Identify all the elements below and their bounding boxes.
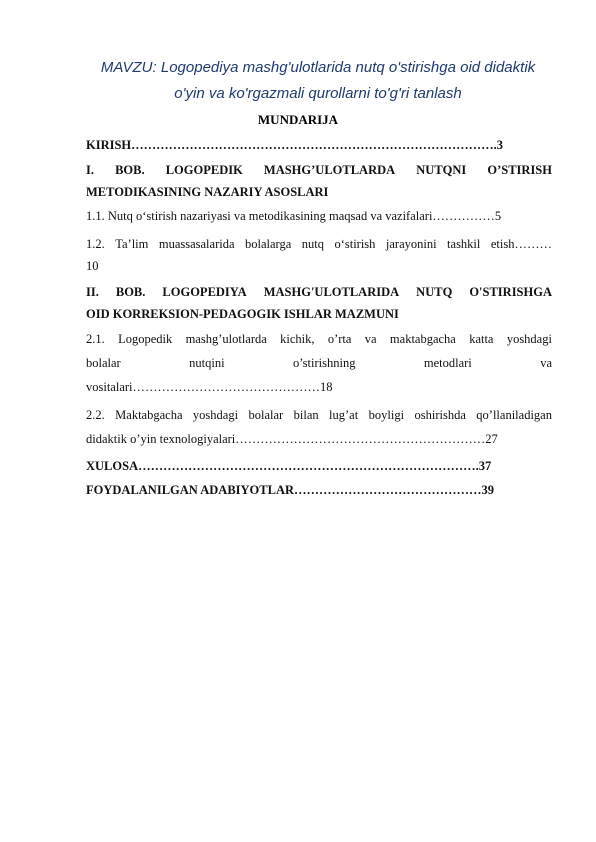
toc-word: Ta’lim (115, 237, 149, 251)
toc-word: bilan (293, 408, 319, 422)
toc-word: BOB. (115, 163, 145, 177)
toc-word: bolalar (248, 408, 284, 422)
toc-word: II. (86, 285, 99, 299)
toc-entry-section-1-2-line-1 (86, 236, 552, 252)
toc-entry-section-2-1-line-2 (86, 355, 552, 371)
toc-word: mashg’ulotlarda (185, 332, 267, 346)
toc-word: NUTQNI (416, 163, 467, 177)
toc-word: lug’at (329, 408, 359, 422)
toc-word: BOB. (115, 285, 146, 299)
toc-heading: MUNDARIJA (257, 112, 339, 127)
toc-word: qo’llaniladigan (476, 408, 552, 422)
toc-word: O'STIRISHGA (469, 285, 552, 299)
toc-word: jarayonini (385, 237, 437, 251)
toc-word: yoshdagi (192, 408, 239, 422)
toc-word: nutqini (189, 356, 225, 370)
toc-word: va (364, 332, 377, 346)
toc-word: boyligi (368, 408, 405, 422)
toc-word: katta (469, 332, 494, 346)
toc-entry-section-2-1-line-3: vositalari………………………………………18 (86, 380, 333, 394)
toc-word: maktabgacha (389, 332, 456, 346)
toc-entry-section-1-1: 1.1. Nutq o‘stirish nazariyasi va metodikasining maqsad va vazifalari……………5 (86, 209, 502, 223)
toc-word: o’stirishning (292, 356, 356, 370)
toc-word: o‘stirish (334, 237, 376, 251)
toc-entry-section-2-1-line-1 (86, 331, 552, 347)
toc-word: I. (86, 163, 94, 177)
toc-word: o’rta (327, 332, 352, 346)
toc-word: muassasalarida (158, 237, 235, 251)
toc-entry-references: FOYDALANILGAN ADABIYOTLAR………………………………………39 (86, 483, 495, 497)
toc-word: LOGOPEDIYA (162, 285, 247, 299)
toc-entry-chapter-1-line-1 (86, 162, 552, 178)
toc-entry-section-1-2-page: 10 (86, 259, 99, 273)
toc-word: MASHG’ULOTLARDA (263, 163, 396, 177)
toc-entry-conclusion: XULOSA……………………………………………………………………….37 (86, 459, 492, 473)
toc-word: 2.1. (86, 332, 105, 346)
toc-word: yoshdagi (506, 332, 552, 346)
toc-word: Logopedik (118, 332, 173, 346)
toc-word: MASHG'ULOTLARIDA (263, 285, 400, 299)
toc-word: Maktabgacha (115, 408, 183, 422)
toc-word: etish……… (490, 237, 552, 251)
toc-entry-introduction: KIRISH…………………………………………………………………………….3 (86, 138, 504, 152)
toc-word: nutq (301, 237, 324, 251)
toc-entry-chapter-1-line-2: METODIKASINING NAZARIY ASOSLARI (86, 185, 329, 199)
document-title-line-2: o'yin va ko'rgazmali qurollarni to'g'ri tanlash (174, 85, 462, 102)
toc-word: oshirishda (414, 408, 466, 422)
toc-entry-section-2-2-line-1 (86, 407, 552, 423)
toc-entry-chapter-2-line-1 (86, 284, 552, 300)
toc-word: va (540, 356, 552, 370)
toc-word: bolalar (86, 356, 121, 370)
toc-word: O’STIRISH (487, 163, 552, 177)
toc-word: bolalarga (244, 237, 292, 251)
toc-word: LOGOPEDIK (165, 163, 243, 177)
toc-entry-section-2-2-line-2: didaktik o’yin texnologiyalari……………………………………………………27 (86, 432, 498, 446)
toc-word: tashkil (447, 237, 481, 251)
toc-word: NUTQ (416, 285, 453, 299)
toc-word: 2.2. (86, 408, 105, 422)
toc-word: kichik, (280, 332, 315, 346)
toc-entry-chapter-2-line-2: OID KORREKSION-PEDAGOGIK ISHLAR MAZMUNI (86, 307, 399, 321)
document-title-line-1: MAVZU: Logopediya mashg'ulotlarida nutq o'stirishga oid didaktik (100, 59, 536, 76)
toc-word: 1.2. (86, 237, 105, 251)
toc-word: metodlari (423, 356, 472, 370)
